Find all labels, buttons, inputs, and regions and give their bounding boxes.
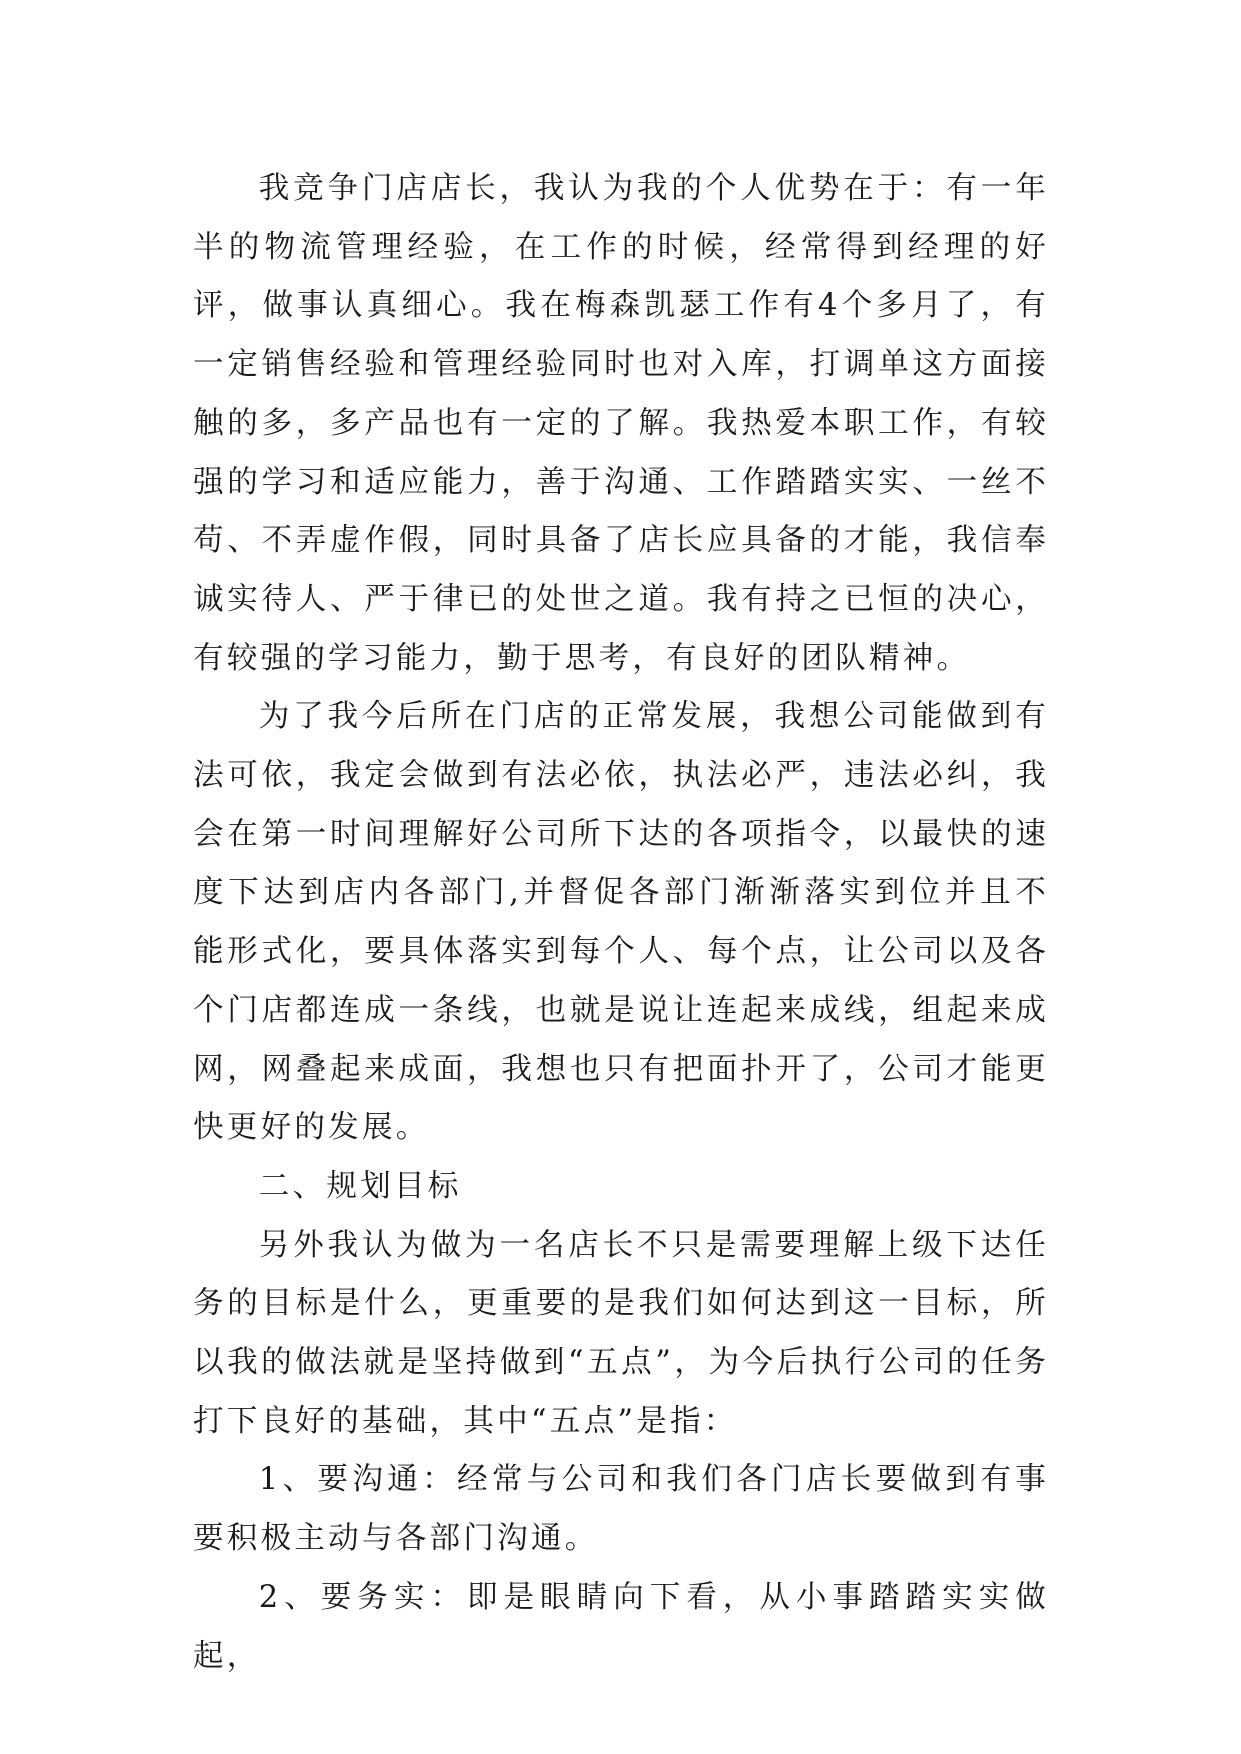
paragraph-store-development: 为了我今后所在门店的正常发展，我想公司能做到有法可依，我定会做到有法必依，执法必严，违法必纠，我会在第一时间理解好公司所下达的各项指令，以最快的速度下达到店内各部门,并督促各部门渐渐落实到位并且不能形式化，要具体落实到每个人、每个点，让公司以及各个门店都连成一条线，也就是说让连起来成线，组起来成网，网叠起来成面，我想也只有把面扑开了，公司才能更快更好的发展。 [193, 699, 1049, 1146]
paragraph-personal-strengths: 我竞争门店店长，我认为我的个人优势在于：有一年半的物流管理经验，在工作的时候，经常得到经理的好评，做事认真细心。我在梅森凯瑟工作有4个多月了，有一定销售经验和管理经验同时也对入库，打调单这方面接触的多，多产品也有一定的了解。我热爱本职工作，有较强的学习和适应能力，善于沟通、工作踏踏实实、一丝不苟、不弄虚作假，同时具备了店长应具备的才能，我信奉诚实待人、严于律已的处世之道。我有持之已恒的决心，有较强的学习能力，勤于思考，有良好的团队精神。 [193, 171, 1049, 676]
section-heading-planning-goals: 二、规划目标 [258, 1168, 462, 1204]
list-item-communicate: 1、要沟通：经常与公司和我们各门店长要做到有事要积极主动与各部门沟通。 [193, 1462, 1049, 1557]
list-item-pragmatic: 2、要务实：即是眼睛向下看，从小事踏踏实实做起， [193, 1579, 1049, 1674]
paragraph-five-points-intro: 另外我认为做为一名店长不只是需要理解上级下达任务的目标是什么，更重要的是我们如何达到这一目标，所以我的做法就是坚持做到“五点”，为今后执行公司的任务打下良好的基础，其中“五点”是指： [193, 1227, 1049, 1439]
document-body [193, 160, 1049, 1686]
